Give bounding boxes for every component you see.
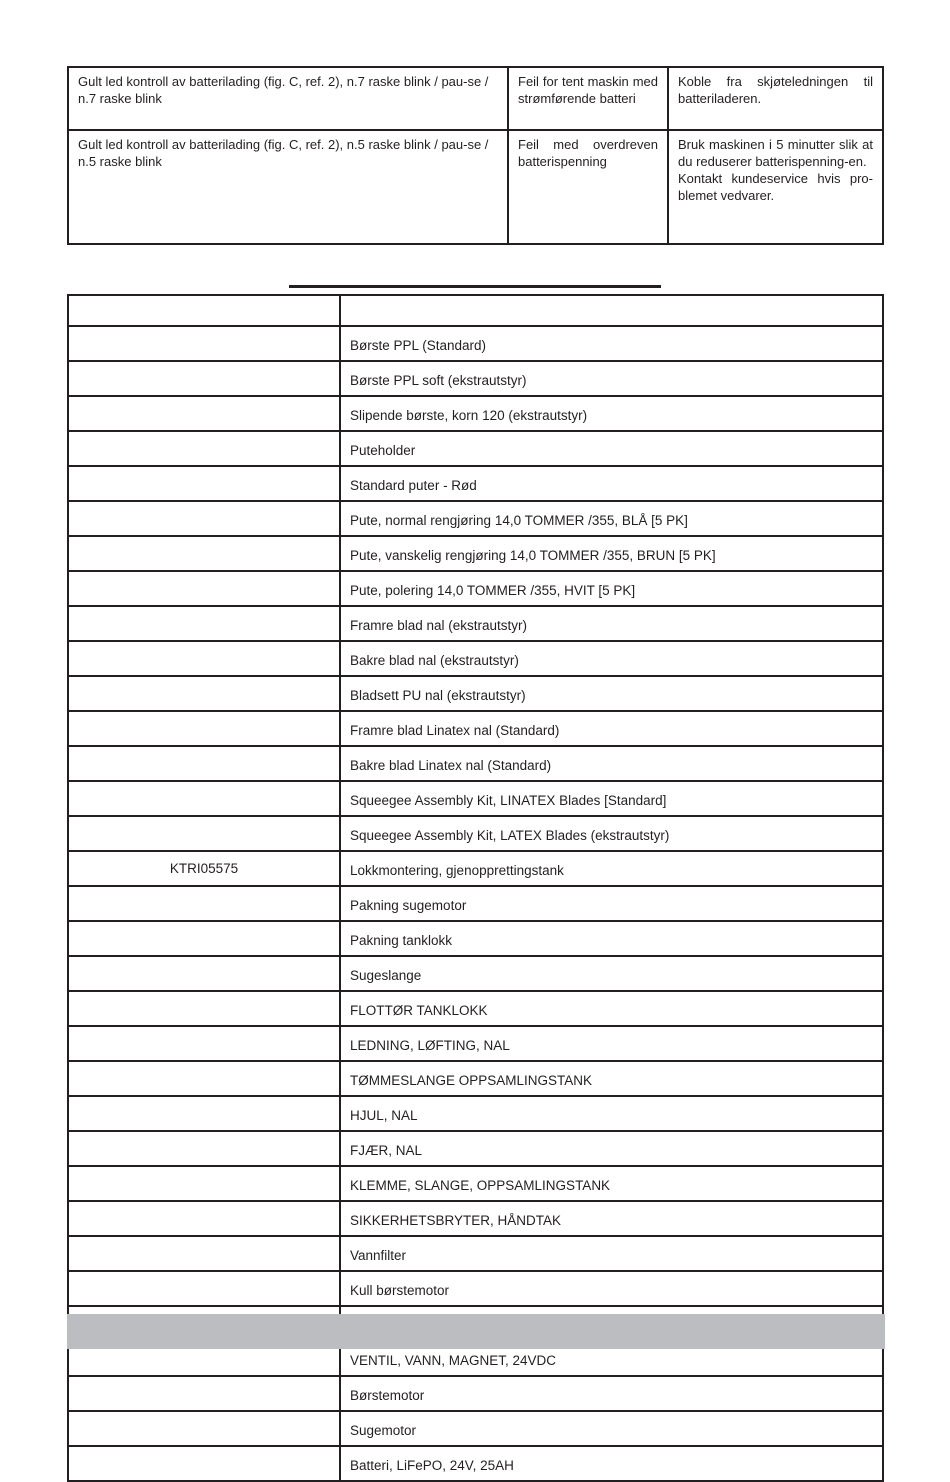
cause-cell: Feil med overdreven batterispenning [508, 130, 668, 244]
parts-row [68, 1446, 883, 1481]
part-description: Batteri, LiFePO, 24V, 25AH [340, 1446, 883, 1481]
part-code [68, 956, 340, 991]
parts-row [68, 1026, 883, 1061]
parts-row [68, 396, 883, 431]
part-code [68, 536, 340, 571]
parts-row [68, 1201, 883, 1236]
part-code [68, 1201, 340, 1236]
parts-header-description [340, 295, 883, 326]
parts-row [68, 711, 883, 746]
part-code [68, 921, 340, 956]
part-code [68, 571, 340, 606]
parts-row [68, 1236, 883, 1271]
part-code [68, 501, 340, 536]
part-description: VENTIL, VANN, MAGNET, 24VDC [340, 1341, 883, 1376]
part-code [68, 606, 340, 641]
part-description: HJUL, NAL [340, 1096, 883, 1131]
part-code [68, 1236, 340, 1271]
part-code [68, 991, 340, 1026]
parts-header-row [68, 295, 883, 326]
symptom-cell: Gult led kontroll av batterilading (fig. C, ref. 2), n.5 raske blink / pau-se / n.5 raske blink [68, 130, 508, 244]
parts-row [68, 1061, 883, 1096]
remedy-cell [668, 130, 883, 244]
part-description: Børste PPL (Standard) [340, 326, 883, 361]
parts-row [68, 991, 883, 1026]
troubleshooting-table [67, 66, 884, 245]
part-code [68, 641, 340, 676]
part-code [68, 746, 340, 781]
part-code [68, 1096, 340, 1131]
part-description: Bakre blad Linatex nal (Standard) [340, 746, 883, 781]
part-code: KTRI05575 [68, 851, 340, 886]
parts-row [68, 851, 883, 886]
parts-row [68, 1131, 883, 1166]
parts-row [68, 1096, 883, 1131]
parts-row [68, 956, 883, 991]
part-description: Squeegee Assembly Kit, LINATEX Blades [Standard] [340, 781, 883, 816]
part-description: TØMMESLANGE OPPSAMLINGSTANK [340, 1061, 883, 1096]
part-description: Pute, normal rengjøring 14,0 TOMMER /355, BLÅ [5 PK] [340, 501, 883, 536]
part-code [68, 781, 340, 816]
section-title-rule [289, 285, 661, 288]
part-code [68, 1446, 340, 1481]
part-code [68, 816, 340, 851]
part-description: Bakre blad nal (ekstrautstyr) [340, 641, 883, 676]
part-description: KLEMME, SLANGE, OPPSAMLINGSTANK [340, 1166, 883, 1201]
part-description: Bladsett PU nal (ekstrautstyr) [340, 676, 883, 711]
part-description: Squeegee Assembly Kit, LATEX Blades (ekstrautstyr) [340, 816, 883, 851]
parts-row [68, 466, 883, 501]
trouble-row [68, 67, 883, 130]
part-description: Pute, polering 14,0 TOMMER /355, HVIT [5 PK] [340, 571, 883, 606]
remedy-cell [668, 67, 883, 130]
part-code [68, 396, 340, 431]
part-description: Børste PPL soft (ekstrautstyr) [340, 361, 883, 396]
part-code [68, 1131, 340, 1166]
part-description: Sugeslange [340, 956, 883, 991]
part-code [68, 886, 340, 921]
part-description: Pute, vanskelig rengjøring 14,0 TOMMER /355, BRUN [5 PK] [340, 536, 883, 571]
part-code [68, 1411, 340, 1446]
part-description: FLOTTØR TANKLOKK [340, 991, 883, 1026]
part-description: Framre blad nal (ekstrautstyr) [340, 606, 883, 641]
parts-row [68, 431, 883, 466]
part-code [68, 711, 340, 746]
part-description: Puteholder [340, 431, 883, 466]
parts-row [68, 641, 883, 676]
part-code [68, 466, 340, 501]
part-code [68, 1166, 340, 1201]
part-description: Sugemotor [340, 1411, 883, 1446]
parts-row [68, 746, 883, 781]
remedy-line: Bruk maskinen i 5 minutter slik at du reduserer batterispenning-en. [678, 137, 873, 169]
parts-row [68, 606, 883, 641]
part-description: Pakning sugemotor [340, 886, 883, 921]
part-description: SIKKERHETSBRYTER, HÅNDTAK [340, 1201, 883, 1236]
part-description: Standard puter - Rød [340, 466, 883, 501]
part-code [68, 676, 340, 711]
parts-row [68, 676, 883, 711]
part-code [68, 361, 340, 396]
parts-row [68, 781, 883, 816]
parts-row [68, 1166, 883, 1201]
trouble-row [68, 130, 883, 244]
parts-row [68, 571, 883, 606]
spare-parts-table [67, 294, 884, 1482]
part-code [68, 1376, 340, 1411]
part-description: Børstemotor [340, 1376, 883, 1411]
parts-row [68, 1376, 883, 1411]
parts-row [68, 921, 883, 956]
footer-bar [67, 1314, 885, 1349]
parts-header-code [68, 295, 340, 326]
part-description: LEDNING, LØFTING, NAL [340, 1026, 883, 1061]
parts-row [68, 501, 883, 536]
remedy-line: Koble fra skjøteledningen til batteriladeren. [678, 74, 873, 106]
part-description: Slipende børste, korn 120 (ekstrautstyr) [340, 396, 883, 431]
part-description: FJÆR, NAL [340, 1131, 883, 1166]
parts-row [68, 1411, 883, 1446]
symptom-cell: Gult led kontroll av batterilading (fig. C, ref. 2), n.7 raske blink / pau-se / n.7 raske blink [68, 67, 508, 130]
parts-row [68, 886, 883, 921]
parts-row [68, 1271, 883, 1306]
parts-row [68, 361, 883, 396]
part-description: Pakning tanklokk [340, 921, 883, 956]
parts-row [68, 816, 883, 851]
part-description: Framre blad Linatex nal (Standard) [340, 711, 883, 746]
part-description: Vannfilter [340, 1236, 883, 1271]
cause-cell: Feil for tent maskin med strømførende batteri [508, 67, 668, 130]
part-code [68, 1026, 340, 1061]
part-description: Lokkmontering, gjenopprettingstank [340, 851, 883, 886]
part-description: Kull børstemotor [340, 1271, 883, 1306]
part-code [68, 1061, 340, 1096]
parts-row [68, 536, 883, 571]
part-code [68, 431, 340, 466]
part-code [68, 1271, 340, 1306]
part-code [68, 326, 340, 361]
remedy-line: Kontakt kundeservice hvis pro-blemet vedvarer. [678, 171, 873, 203]
parts-row [68, 326, 883, 361]
